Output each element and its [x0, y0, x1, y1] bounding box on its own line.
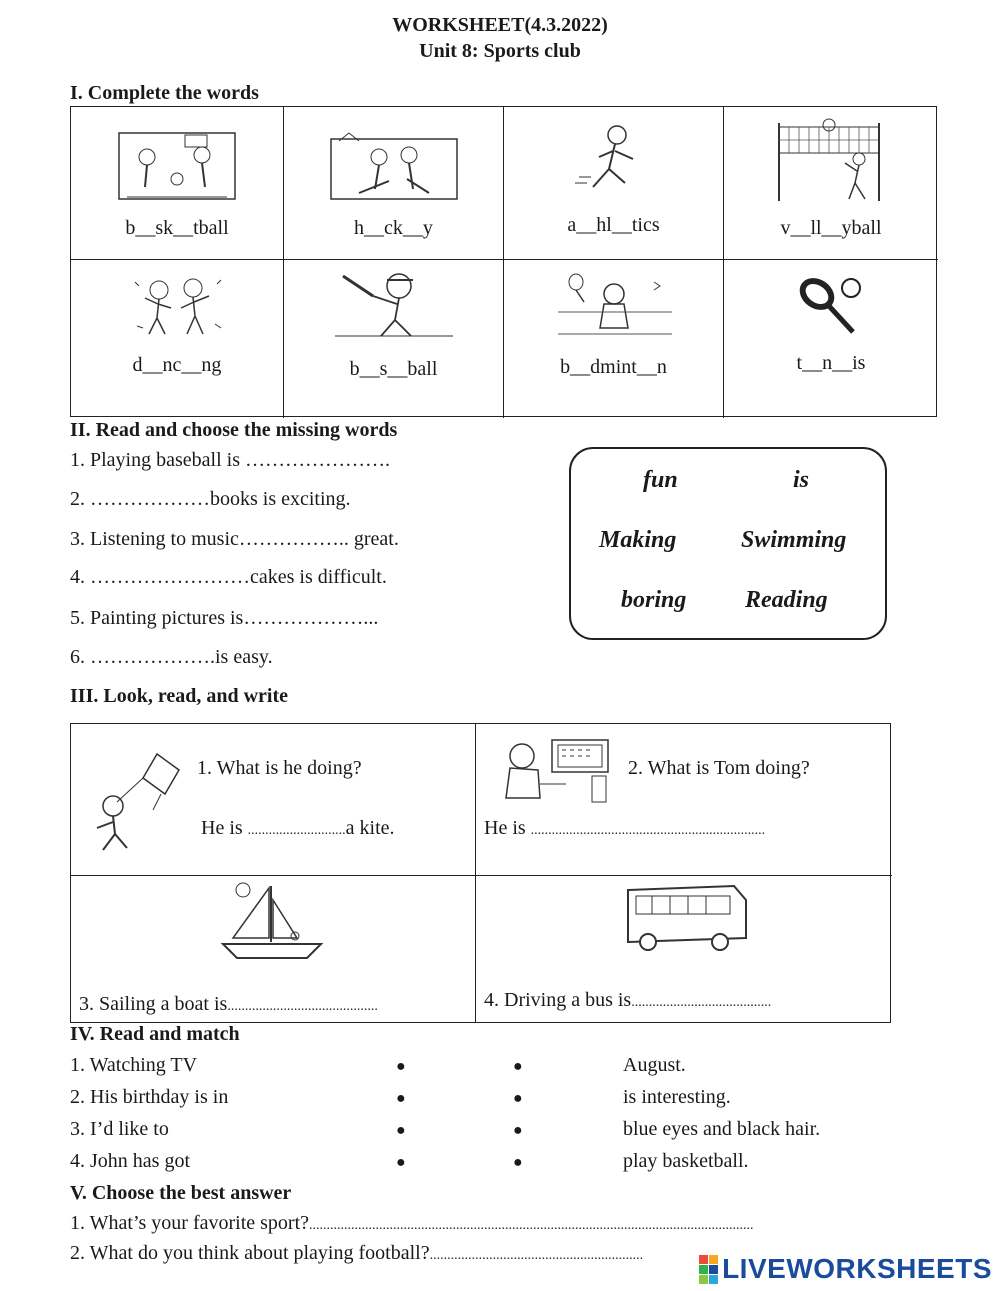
section2-heading: II. Read and choose the missing words [70, 419, 398, 441]
match-dot-left-2[interactable]: ● [396, 1090, 406, 1107]
word-option-swimming: Swimming [741, 527, 847, 553]
question-cell-3 [71, 876, 476, 1022]
athletics-picture [569, 121, 659, 201]
choose-question-1-blank[interactable]: ............................................................................................................................... [309, 1218, 754, 1233]
match-left-4: 4. John has got [70, 1150, 190, 1172]
word-cell-baseball [284, 260, 504, 418]
match-left-3: 3. I’d like to [70, 1118, 169, 1140]
word-box [569, 447, 887, 640]
answer-1-suffix: a kite. [345, 817, 395, 839]
word-athletics: a__hl__tics [567, 214, 660, 236]
question-cell-1 [71, 724, 476, 876]
question-cell-2 [476, 724, 892, 876]
choose-question-2-blank[interactable]: ............................................................. [429, 1248, 644, 1263]
word-cell-basketball [71, 107, 284, 260]
answer-2 [484, 817, 765, 840]
word-volleyball: v__ll__yball [780, 217, 882, 239]
question-4-text: 4. Driving a bus is [484, 989, 632, 1011]
section3-heading: III. Look, read, and write [70, 685, 288, 707]
missing-word-line-2: 2. ………………books is exciting. [70, 488, 351, 510]
word-cell-badminton [504, 260, 724, 418]
answer-2-blank[interactable]: ................................................................... [530, 823, 766, 838]
dancing-picture [127, 274, 227, 339]
choose-question-2-text: 2. What do you think about playing football? [70, 1242, 430, 1264]
answer-1-prefix: He is [201, 817, 248, 839]
match-right-1: August. [623, 1054, 686, 1076]
word-option-is: is [793, 467, 810, 493]
match-dot-right-4[interactable]: ● [513, 1154, 523, 1171]
word-option-making: Making [599, 527, 677, 553]
match-right-3: blue eyes and black hair. [623, 1118, 821, 1140]
match-right-4: play basketball. [623, 1150, 749, 1172]
word-basketball: b__sk__tball [125, 217, 229, 239]
question-3 [79, 993, 378, 1016]
word-cell-dancing [71, 260, 284, 418]
answer-1-blank[interactable]: ............................ [247, 823, 346, 838]
answer-1 [201, 817, 395, 840]
question-1: 1. What is he doing? [197, 757, 362, 779]
word-cell-hockey [284, 107, 504, 260]
match-left-1: 1. Watching TV [70, 1054, 198, 1076]
word-cell-athletics [504, 107, 724, 260]
word-cell-tennis [724, 260, 938, 418]
tennis-racket-picture [791, 270, 871, 336]
match-dot-right-2[interactable]: ● [513, 1090, 523, 1107]
choose-question-1 [70, 1212, 900, 1235]
word-tennis: t__n__is [796, 352, 866, 374]
match-dot-left-1[interactable]: ● [396, 1058, 406, 1075]
match-right-2: is interesting. [623, 1086, 731, 1108]
liveworksheets-logo [699, 1251, 992, 1287]
volleyball-picture [771, 115, 891, 205]
baseball-picture [329, 266, 459, 338]
match-dot-left-3[interactable]: ● [396, 1122, 406, 1139]
match-left-2: 2. His birthday is in [70, 1086, 229, 1108]
question-2: 2. What is Tom doing? [628, 757, 810, 779]
question-4-blank[interactable]: ........................................ [631, 995, 772, 1010]
bus-picture [622, 880, 752, 954]
complete-words-table [70, 106, 937, 417]
worksheet-subtitle: Unit 8: Sports club [419, 40, 581, 62]
kite-boy-picture [83, 750, 183, 860]
missing-word-line-6: 6. ……………….is easy. [70, 646, 273, 668]
choose-question-2 [70, 1242, 700, 1265]
logo-blocks-icon [699, 1255, 718, 1284]
question-cell-4 [476, 876, 892, 1022]
match-dot-left-4[interactable]: ● [396, 1154, 406, 1171]
basketball-picture [117, 127, 237, 202]
computer-game-picture [496, 734, 616, 809]
word-option-fun: fun [643, 467, 678, 493]
choose-question-1-text: 1. What’s your favorite sport? [70, 1212, 310, 1234]
badminton-picture [554, 272, 674, 340]
missing-word-line-1: 1. Playing baseball is …………………. [70, 449, 390, 471]
word-baseball: b__s__ball [349, 358, 438, 380]
missing-word-line-5: 5. Painting pictures is………………... [70, 607, 379, 629]
question-4 [484, 989, 771, 1012]
word-option-reading: Reading [745, 587, 828, 613]
logo-text: LIVEWORKSHEETS [722, 1253, 992, 1284]
word-dancing: d__nc__ng [132, 354, 222, 376]
question-3-text: 3. Sailing a boat is [79, 993, 228, 1015]
match-dot-right-3[interactable]: ● [513, 1122, 523, 1139]
word-option-boring: boring [621, 587, 687, 613]
match-dot-right-1[interactable]: ● [513, 1058, 523, 1075]
worksheet-title: WORKSHEET(4.3.2022) [392, 14, 608, 36]
answer-2-prefix: He is [484, 817, 531, 839]
section4-heading: IV. Read and match [70, 1023, 240, 1045]
word-cell-volleyball [724, 107, 938, 260]
look-read-write-table [70, 723, 891, 1023]
missing-word-line-3: 3. Listening to music…………….. great. [70, 528, 399, 550]
missing-word-line-4: 4. ……………………cakes is difficult. [70, 566, 387, 588]
section5-heading: V. Choose the best answer [70, 1182, 292, 1204]
word-hockey: h__ck__y [354, 217, 433, 239]
word-badminton: b__dmint__n [560, 356, 667, 378]
hockey-picture [329, 129, 459, 204]
section1-heading: I. Complete the words [70, 82, 259, 104]
sailboat-picture [219, 880, 329, 964]
question-3-blank[interactable]: ........................................... [227, 999, 378, 1014]
